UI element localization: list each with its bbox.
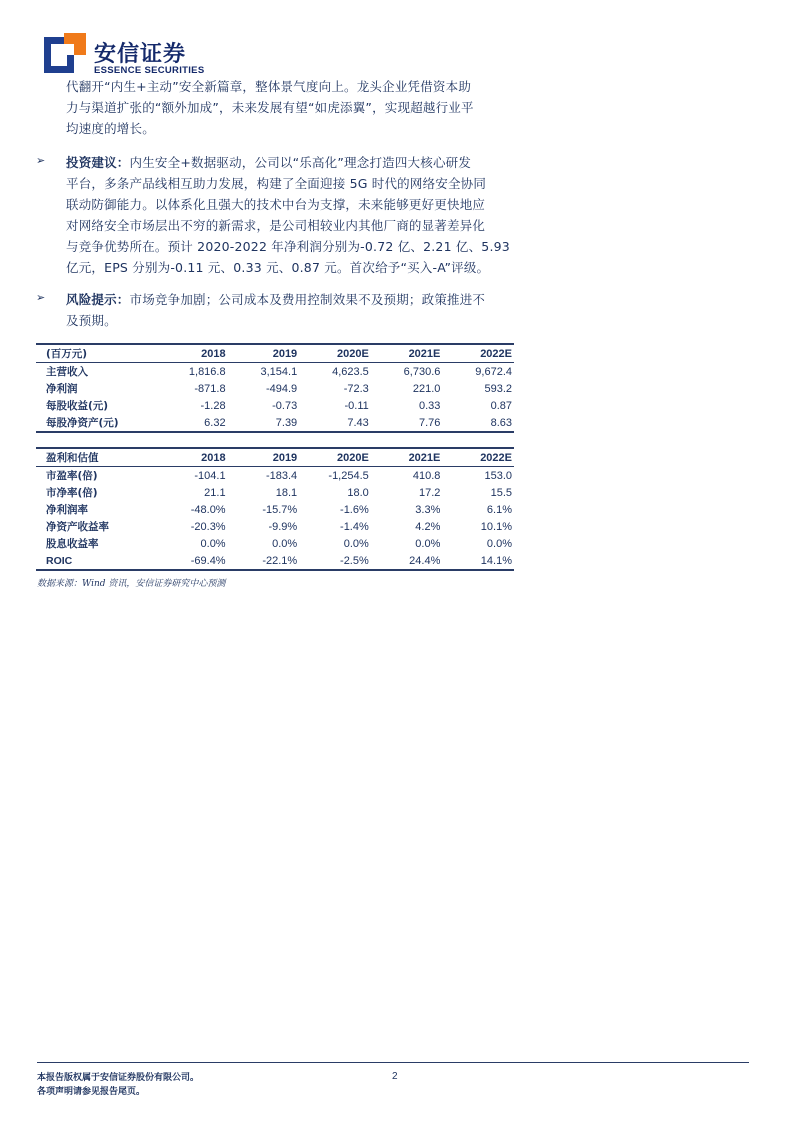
- table-row: [36, 518, 514, 535]
- table-cell: -72.3: [343, 382, 369, 395]
- table-cell: 0.87: [490, 399, 512, 412]
- table-row: [36, 535, 514, 552]
- table-row: [36, 363, 514, 381]
- table-header-cell: 2019: [228, 344, 300, 363]
- text-line: 代翻开“内生+主动”安全新篇章，整体景气度向上。龙头企业凭借资本助: [66, 79, 472, 94]
- company-logo: [44, 33, 204, 79]
- page-number: 2: [392, 1071, 398, 1082]
- table-cell: 3,154.1: [260, 365, 298, 378]
- table-row: [36, 484, 514, 501]
- table-cell: 21.1: [204, 486, 226, 499]
- industry-outlook-paragraph: [66, 76, 526, 139]
- row-label: 主营收入: [46, 366, 88, 378]
- table-cell: 153.0: [484, 469, 512, 482]
- table-header-cell: 2022E: [442, 448, 514, 467]
- table-header-cell: 2021E: [371, 448, 443, 467]
- table-row: [36, 397, 514, 414]
- text-line: 均速度的增长。: [66, 121, 155, 136]
- table-cell: 6.1%: [486, 503, 512, 516]
- logo-mark-icon: [44, 33, 86, 75]
- table-cell: 6,730.6: [403, 365, 441, 378]
- table-cell: -183.4: [265, 469, 298, 482]
- table-cell: 0.0%: [200, 537, 226, 550]
- table-cell: 410.8: [412, 469, 441, 482]
- row-label: 每股收益(元): [46, 400, 109, 412]
- table-header-cell: 2018: [156, 344, 228, 363]
- row-label: 市盈率(倍): [46, 470, 98, 482]
- table-cell: 3.3%: [415, 503, 441, 516]
- table-cell: 7.39: [228, 414, 300, 432]
- table-cell: 9,672.4: [475, 365, 512, 378]
- table-cell: -2.5%: [299, 552, 371, 570]
- brand-name-en: ESSENCE SECURITIES: [94, 65, 205, 76]
- table-cell: -1,254.5: [328, 469, 369, 482]
- data-source-note: 数据来源：Wind 资讯，安信证券研究中心预测: [37, 579, 226, 589]
- table-header-cell: 2020E: [299, 344, 371, 363]
- text-line: 投资建议：内生安全+数据驱动，公司以“乐高化”理念打造四大核心研发: [66, 155, 472, 170]
- table-cell: 0.0%: [272, 537, 298, 550]
- table-cell: 17.2: [418, 486, 441, 499]
- table-cell: 593.2: [484, 382, 512, 395]
- table-cell: 4,623.5: [332, 365, 369, 378]
- table-cell: 8.63: [442, 414, 514, 432]
- row-label: 股息收益率: [46, 538, 99, 550]
- table-cell: -9.9%: [268, 520, 298, 533]
- section-title: 风险提示：: [66, 292, 130, 307]
- text-line: 与竞争优势所在。预计 2020-2022 年净利润分别为-0.72 亿、2.21 亿、5.93: [66, 239, 510, 254]
- table-cell: -48.0%: [190, 503, 226, 516]
- table-cell: -22.1%: [228, 552, 300, 570]
- row-label: 市净率(倍): [46, 487, 98, 499]
- table-header-cell: 2018: [156, 448, 228, 467]
- table-cell: -0.11: [344, 399, 369, 412]
- text-line: 亿元，EPS 分别为-0.11 元、0.33 元、0.87 元。首次给予“买入-A”评级。: [66, 260, 490, 275]
- table-cell: 18.0: [347, 486, 369, 499]
- table-row: [36, 380, 514, 397]
- table-header-row: [36, 448, 514, 467]
- table-row: [36, 552, 514, 570]
- text-line: 及预期。: [66, 313, 117, 328]
- table-cell: 7.76: [371, 414, 443, 432]
- text-line: 力与渠道扩张的“额外加成”，未来发展有望“如虎添翼”，实现超越行业平: [66, 100, 474, 115]
- table-cell: -20.3%: [190, 520, 226, 533]
- risk-warning-paragraph: [66, 289, 526, 331]
- valuation-table: [36, 447, 514, 571]
- table-cell: -104.1: [194, 469, 226, 482]
- table-header-cell: 2022E: [442, 344, 514, 363]
- row-label: 每股净资产(元): [36, 414, 156, 432]
- table-cell: 0.0%: [343, 537, 369, 550]
- bullet-arrow-icon: ➢: [36, 291, 46, 304]
- table-header-row: [36, 344, 514, 363]
- table-header-cell: 2019: [228, 448, 300, 467]
- table-cell: 1,816.8: [188, 365, 226, 378]
- table-cell: -1.4%: [340, 520, 369, 533]
- table-cell: 0.0%: [415, 537, 441, 550]
- table-cell: 221.0: [412, 382, 441, 395]
- table-cell: -494.9: [265, 382, 298, 395]
- table-cell: -1.28: [200, 399, 226, 412]
- investment-advice-paragraph: [66, 152, 526, 278]
- text-line: 风险提示：市场竞争加剧；公司成本及费用控制效果不及预期；政策推进不: [66, 292, 486, 307]
- text-line: 对网络安全市场层出不穷的新需求，是公司相较业内其他厂商的显著差异化: [66, 218, 486, 233]
- table-header-cell: (百万元): [36, 344, 156, 363]
- brand-name-cn: 安信证券: [94, 42, 187, 67]
- row-label: 净利润: [46, 383, 78, 395]
- row-label: ROIC: [36, 552, 156, 570]
- footer-divider: [37, 1062, 749, 1063]
- table-cell: 14.1%: [442, 552, 514, 570]
- table-header-cell: 盈利和估值: [36, 448, 156, 467]
- disclaimer-notice: 各项声明请参见报告尾页。: [37, 1087, 146, 1097]
- section-title: 投资建议：: [66, 155, 130, 170]
- row-label: 净利润率: [46, 504, 88, 516]
- bullet-arrow-icon: ➢: [36, 154, 46, 167]
- row-label: 净资产收益率: [46, 521, 109, 533]
- table-cell: -69.4%: [156, 552, 228, 570]
- table-header-cell: 2021E: [371, 344, 443, 363]
- table-cell: 4.2%: [415, 520, 441, 533]
- table-cell: 10.1%: [480, 520, 512, 533]
- financial-summary-table: [36, 343, 514, 433]
- table-cell: 18.1: [275, 486, 298, 499]
- text-line: 平台，多条产品线相互助力发展，构建了全面迎接 5G 时代的网络安全协同: [66, 176, 487, 191]
- table-cell: 7.43: [299, 414, 371, 432]
- table-row: [36, 467, 514, 485]
- table-cell: -871.8: [194, 382, 226, 395]
- table-header-cell: 2020E: [299, 448, 371, 467]
- table-cell: -0.73: [272, 399, 298, 412]
- table-cell: 24.4%: [371, 552, 443, 570]
- copyright-notice: 本报告版权属于安信证券股份有限公司。: [37, 1073, 200, 1083]
- table-cell: 6.32: [156, 414, 228, 432]
- table-cell: -1.6%: [340, 503, 369, 516]
- table-row: [36, 414, 514, 432]
- text-line: 联动防御能力。以体系化且强大的技术中台为支撑，未来能够更好更快地应: [66, 197, 486, 212]
- table-cell: 0.33: [418, 399, 441, 412]
- table-row: [36, 501, 514, 518]
- table-cell: 0.0%: [486, 537, 512, 550]
- table-cell: 15.5: [490, 486, 512, 499]
- table-cell: -15.7%: [262, 503, 298, 516]
